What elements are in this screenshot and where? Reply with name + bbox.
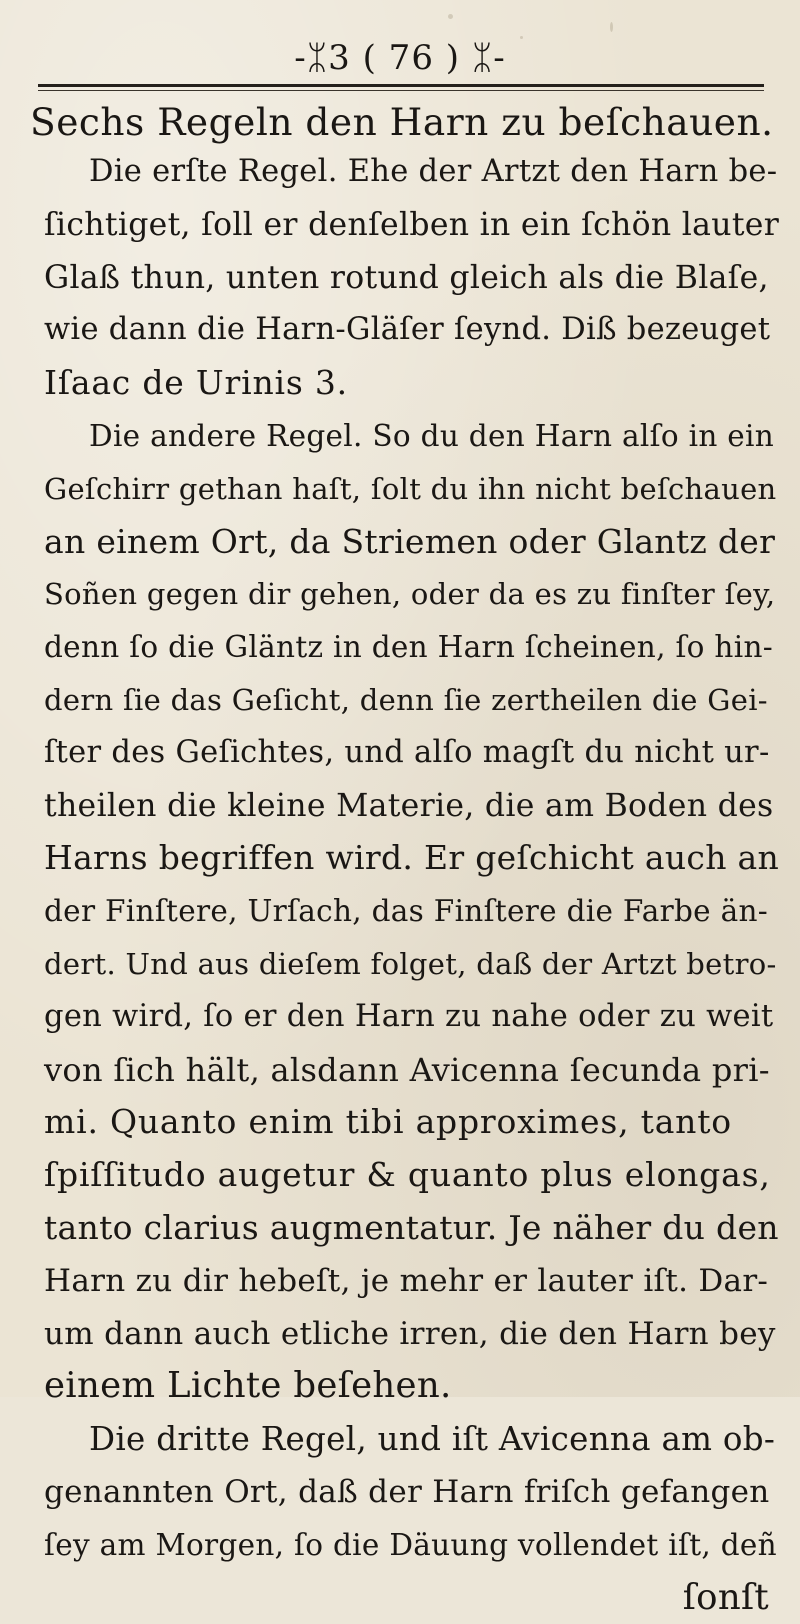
header-rule-thin [38,90,764,91]
body-text [44,146,779,1624]
text-line: von ſich hält, alsdann Avicenna ſecunda pri- [44,1050,770,1089]
catchword: ſonſt [682,1576,769,1618]
text-line: Harn zu dir hebeſt, je mehr er lauter iſt. Dar- [44,1262,769,1299]
text-line: genannten Ort, daß der Harn friſch gefangen [44,1473,770,1510]
text-line: Die andere Regel. So du den Harn alſo in ein [89,418,775,453]
text-line: um dann auch etliche irren, die den Harn bey [44,1315,776,1352]
text-line: Harns begriffen wird. Er geſchicht auch an [44,838,780,878]
header-rule [38,84,764,87]
text-line: wie dann die Harn-Gläſer ſeynd. Diß bezeuget [44,312,771,348]
text-line: mi. Quanto enim tibi approximes, tanto [44,1102,732,1142]
text-line: Die dritte Regel, und iſt Avicenna am ob- [89,1420,776,1459]
text-line: einem Lichte beſehen. [44,1365,452,1407]
paper-fleck [448,14,453,19]
text-line: gen wird, ſo er den Harn zu nahe oder zu weit [44,998,774,1034]
text-line: ſey am Morgen, ſo die Däuung vollendet iſt, deñ [44,1527,777,1562]
text-line: Soñen gegen dir gehen, oder da es zu finſter ſey, [44,577,776,612]
paper-fleck [610,22,613,32]
text-line: dern ſie das Geſicht, denn ſie zertheilen die Gei- [44,682,768,717]
text-line: ſter des Geſichtes, und alſo magſt du nicht ur- [44,734,770,770]
text-line: ſichtiget, ſoll er denſelben in ein ſchön lauter [44,206,780,243]
text-line: Iſaac de Urinis 3. [44,363,348,403]
page-number-header: -ᛯ3 ( 76 ) ᛯ- [294,38,506,78]
text-line: Glaß thun, unten rotund gleich als die Blaſe, [44,259,769,296]
text-line: tanto clarius augmentatur. Je näher du den [44,1207,779,1247]
text-line: denn ſo die Gläntz in den Harn ſcheinen, ſo hin- [44,630,774,665]
text-line: der Finſtere, Urſach, das Finſtere die Farbe än- [44,894,769,929]
page-header [0,38,800,78]
text-line: Die erſte Regel. Ehe der Artzt den Harn be- [89,154,778,189]
text-line: Geſchirr gethan haſt, ſolt du ihn nicht beſchauen [44,471,777,506]
text-line: ſpiſſitudo augetur & quanto plus elongas, [44,1155,771,1195]
text-line: dert. Und aus dieſem folget, daß der Artzt betro- [44,946,777,981]
text-line: an einem Ort, da Striemen oder Glantz der [44,521,776,561]
section-title: Sechs Regeln den Harn zu beſchauen. [30,100,774,144]
text-line: theilen die kleine Materie, die am Boden des [44,787,774,824]
